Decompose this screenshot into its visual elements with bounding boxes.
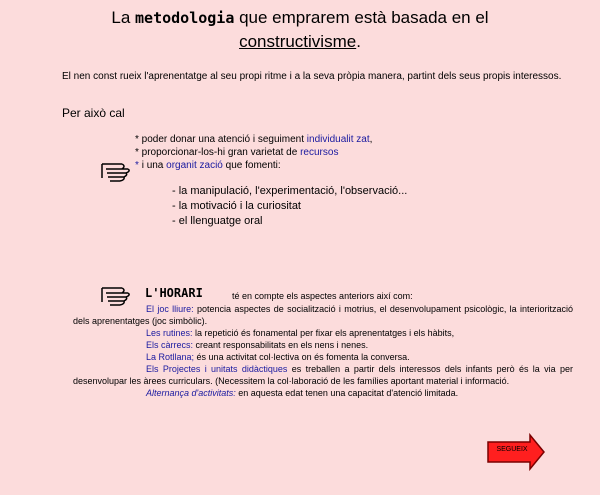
title-keyword: metodologia (135, 9, 235, 27)
individualitzat-link[interactable]: individualit zat (306, 134, 370, 145)
sub-item: - la motivació i la curiositat (172, 200, 301, 212)
recursos-link[interactable]: recursos (300, 147, 339, 158)
projectes-link[interactable]: Els Projectes i unitats didàctiques (146, 364, 288, 374)
page-title (0, 6, 600, 53)
bullet-list (135, 133, 372, 172)
sub-item: - la manipulació, l'experimentació, l'observació... (172, 185, 408, 197)
title-end: . (356, 32, 361, 51)
horari-heading: L'HORARI (145, 286, 203, 300)
organitzacio-link[interactable]: organit zació (166, 160, 223, 171)
alternanca-item: Alternança d'activitats: en aquesta edat tenen una capacitat d'atenció limitada. (146, 388, 459, 398)
intro-paragraph: El nen const rueix l'aprenentatge al seu propi ritme i a la seva pròpia manera, partint dels seus propis interessos. (62, 71, 562, 82)
next-button-label: SEGUEIX (496, 446, 528, 453)
horari-details (73, 303, 573, 399)
title-prefix: La (111, 8, 136, 27)
bullet-item: * i una organit zació que fomenti: (135, 160, 281, 171)
joc-lliure-item: El joc lliure: potencia aspectes de socialització i motrius, el desenvolupament psicològic, la interiorització dels aprenentatges (joc simbòlic). (73, 304, 574, 326)
rutines-link[interactable]: Les rutines: (146, 328, 193, 338)
pointing-hand-icon (100, 160, 134, 184)
bullet-item: * proporcionar-los-hi gran varietat de recursos (135, 147, 339, 158)
horari-intro: té en compte els aspectes anteriors així com: (232, 291, 413, 301)
next-button[interactable] (486, 433, 546, 471)
bullet-item: * poder donar una atenció i seguiment individualit zat, (135, 134, 373, 145)
sub-item: - el llenguatge oral (172, 215, 263, 227)
title-middle: que emprarem està basada en el (234, 8, 489, 27)
rotllana-item: La Rotllana; és una activitat col·lectiva on és fomenta la conversa. (146, 352, 410, 362)
rutines-item: Les rutines: la repetició és fonamental per fixar els aprenentatges i els hàbits, (146, 328, 455, 338)
rotllana-link[interactable]: La Rotllana; (146, 352, 195, 362)
carrecs-link[interactable]: Els càrrecs: (146, 340, 194, 350)
joc-lliure-link[interactable]: El joc lliure: (146, 304, 194, 314)
carrecs-item: Els càrrecs: creant responsabilitats en els nens i nenes. (146, 340, 369, 350)
alternanca-link[interactable]: Alternança d'activitats: (146, 388, 236, 398)
projectes-item: Els Projectes i unitats didàctiques es treballen a partir dels interessos dels infants però és la via per desenvolupar les àrees curriculars. (Necessitem la col·laboració de les famílies aportant material i informació. (73, 364, 573, 386)
sub-list (172, 184, 407, 229)
constructivisme-link[interactable]: constructivisme (239, 32, 357, 51)
per-aixo-label: Per això cal (62, 106, 125, 120)
